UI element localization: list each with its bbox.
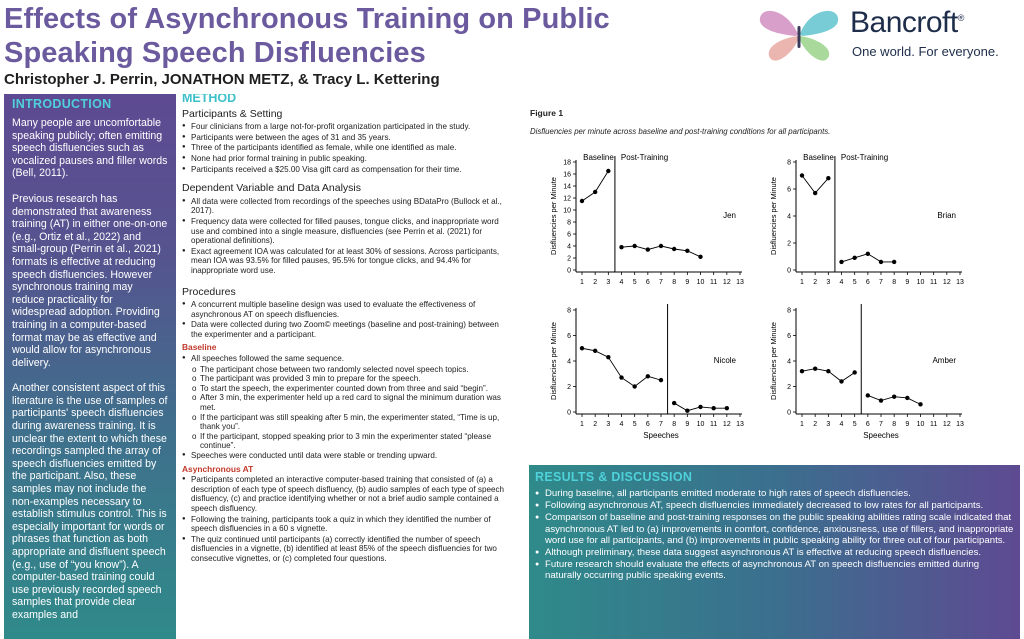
data-point [892, 260, 896, 264]
x-tick-label: 7 [659, 279, 663, 286]
sub-list-item: o After 3 min, the experimenter held up a red card to signal the minimum duration was met. [182, 393, 512, 412]
data-point [800, 369, 804, 373]
list-item: ● Participants received a $25.00 Visa gift card as compensation for their time. [182, 165, 512, 175]
y-tick-label: 0 [567, 409, 571, 417]
y-tick-label: 8 [787, 159, 791, 167]
y-tick-label: 4 [567, 243, 571, 251]
x-tick-label: 6 [645, 421, 650, 428]
y-tick-label: 18 [563, 159, 571, 167]
x-tick-label: 2 [593, 421, 598, 428]
list-item: ● Exact agreement IOA was calculated for at least 30% of sessions. Across participants, mean IOA was 93.5% for filled pauses, 95.5% for tongue clicks, and 94.4% for inappropriate word use. [182, 247, 512, 276]
y-tick-label: 2 [567, 255, 571, 263]
logo-wordmark [850, 6, 964, 40]
list-item: ● Although preliminary, these data suggest asynchronous AT is effective at reducing speech disfluencies. [535, 547, 1014, 558]
x-axis-label: Speeches [863, 431, 899, 440]
x-tick-label: 4 [839, 279, 844, 286]
x-tick-label: 13 [736, 279, 744, 286]
procedures-heading: Procedures [182, 285, 236, 298]
method-heading: METHOD [182, 94, 237, 105]
data-point [698, 255, 702, 259]
introduction-heading: INTRODUCTION [12, 97, 112, 111]
y-tick-label: 6 [787, 186, 791, 194]
data-point [632, 244, 636, 248]
y-tick-label: 0 [567, 267, 571, 275]
x-tick-label: 9 [905, 421, 910, 428]
y-tick-label: 14 [563, 183, 571, 191]
list-item: ● Participants completed an interactive computer-based training that consisted of (a) a description of each type of speech disfluency, (b) audio samples of each type of speech disfluency, (c) and practice identifying whether or not a brief audio sample contained a speech disfluency. [182, 475, 512, 513]
data-point [905, 396, 909, 400]
series-line [582, 348, 661, 386]
list-item: ● Frequency data were collected for filled pauses, tongue clicks, and inappropriate word use and combined into a single measure, disfluencies (see Perrin et al. (2021) for operational definitions). [182, 217, 512, 246]
list-item: ● All speeches followed the same sequence. [182, 354, 512, 364]
y-tick-label: 4 [567, 358, 571, 366]
procedures-list [182, 300, 512, 339]
list-item: ● All data were collected from recordings of the speeches using BDataPro (Bullock et al., 2017). [182, 197, 512, 216]
async-heading: Asynchronous AT [182, 463, 254, 474]
list-item: ● The quiz continued until participants (a) correctly identified the number of speech disfluencies in a vignette, (b) identified at least 85% of the speech disfluencies for two consecutive vignettes, or (c) completed four questions. [182, 535, 512, 564]
y-tick-label: 2 [787, 384, 791, 391]
data-point [685, 249, 689, 253]
x-tick-label: 4 [619, 421, 624, 428]
list-item: ● During baseline, all participants emitted moderate to high rates of speech disfluencies. [535, 488, 1014, 499]
list-item: ● Following asynchronous AT, speech disfluencies immediately decreased to low rates for all participants. [535, 500, 1014, 511]
x-tick-label: 12 [722, 421, 731, 428]
data-point [646, 247, 650, 251]
x-tick-label: 13 [736, 421, 744, 428]
data-point [813, 191, 817, 195]
y-axis-label: Disfluencies per Minute [769, 322, 778, 400]
y-tick-label: 8 [787, 307, 791, 315]
x-tick-label: 7 [879, 421, 883, 428]
results-panel [529, 465, 1020, 639]
title-line-2: Speaking Speech Disfluencies [4, 37, 426, 69]
x-tick-label: 4 [839, 421, 844, 428]
y-tick-label: 12 [563, 195, 571, 203]
x-tick-label: 10 [696, 421, 705, 428]
x-tick-label: 5 [852, 421, 857, 428]
x-axis-label: Speeches [643, 431, 679, 440]
data-point [646, 374, 650, 378]
x-tick-label: 5 [852, 279, 857, 286]
x-tick-label: 1 [580, 279, 584, 286]
list-item: ● Future research should evaluate the effects of asynchronous AT on speech disfluencies emitted during naturally occurring public speaking events. [535, 559, 1014, 581]
intro-paragraph-1: Many people are uncomfortable speaking publicly; often emitting speech disfluencies such as vocalized pauses and filler words (Bell, 2011). [12, 117, 168, 180]
y-tick-label: 2 [567, 384, 571, 391]
x-tick-label: 9 [685, 421, 690, 428]
butterfly-icon [756, 4, 842, 66]
y-tick-label: 4 [787, 358, 791, 366]
x-tick-label: 3 [606, 279, 611, 286]
intro-paragraph-3: Another consistent aspect of this literature is the use of samples of participants' speech disfluencies during awareness training. It is unclear the extent to which these recordings sampled the array of speech disfluencies emitted by the participant. Also, these samples may not include the non-examples necessary to establish stimulus control. This is especially important for words or phrases that function as both appropriate and disfluent speech (e.g., use of “you know”). A computer-based training could use previously recorded speech samples that provide clear examples and [12, 382, 168, 621]
data-point [725, 406, 729, 410]
data-point [685, 409, 689, 413]
phase-label-baseline: Baseline [583, 153, 614, 162]
intro-paragraph-2: Previous research has demonstrated that awareness training (AT) in either one-on-one (e.g., Ortiz et al., 2022) and small-group (Perrin et al., 2021) formats is effective at reducing speech disfluencies. However synchronous training may reduce practicality for widespread adoption. Providing training in a computer-based format may be as effective and would allow for asynchronous delivery. [12, 192, 168, 369]
list-item: ● Following the training, participants took a quiz in which they identified the number of speech disfluencies in a 60 s vignette. [182, 515, 512, 534]
participant-label: Jen [723, 211, 736, 221]
data-point [606, 169, 610, 173]
y-tick-label: 8 [567, 219, 571, 227]
data-point [593, 349, 597, 353]
async-list [182, 475, 512, 563]
x-tick-label: 9 [905, 279, 910, 286]
y-tick-label: 2 [787, 240, 791, 248]
x-tick-label: 8 [672, 279, 677, 286]
sub-list-item: o If the participant was still speaking after 5 min, the experimenter stated, “Time is up, thank you”. [182, 413, 512, 432]
list-item: ● None had prior formal training in public speaking. [182, 154, 512, 164]
data-point [839, 379, 843, 383]
x-tick-label: 12 [942, 421, 951, 428]
data-point [672, 401, 676, 405]
x-tick-label: 12 [942, 279, 951, 286]
y-tick-label: 16 [563, 171, 571, 179]
y-axis-label: Disfluencies per Minute [549, 322, 558, 400]
data-point [632, 384, 636, 388]
y-axis-label: Disfluencies per Minute [549, 177, 558, 255]
list-item: ● Participants were between the ages of 31 and 35 years. [182, 133, 512, 143]
sub-list-item: o The participant chose between two randomly selected novel speech topics. [182, 365, 512, 375]
bancroft-logo [756, 4, 1018, 66]
poster-title [4, 2, 724, 70]
x-tick-label: 2 [813, 279, 818, 286]
participants-heading: Participants & Setting [182, 107, 283, 120]
phase-label-baseline: Baseline [803, 153, 834, 162]
series-line [802, 176, 828, 194]
sub-list-item: o The participant was provided 3 min to prepare for the speech. [182, 374, 512, 384]
x-tick-label: 3 [606, 421, 611, 428]
x-tick-label: 12 [722, 279, 731, 286]
data-point [606, 355, 610, 359]
x-tick-label: 6 [865, 421, 870, 428]
dv-list [182, 197, 512, 276]
data-point [826, 176, 830, 180]
data-point [866, 393, 870, 397]
x-tick-label: 6 [645, 279, 650, 286]
list-item: ● Three of the participants identified as female, while one identified as male. [182, 143, 512, 153]
data-point [918, 402, 922, 406]
list-item: ● Speeches were conducted until data were stable or trending upward. [182, 451, 512, 461]
data-point [698, 405, 702, 409]
baseline-list [182, 354, 512, 461]
data-point [659, 244, 663, 248]
x-tick-label: 8 [892, 421, 897, 428]
title-line-1: Effects of Asynchronous Training on Public [4, 3, 610, 35]
logo-name-text: Bancroft [850, 6, 958, 39]
data-point [852, 256, 856, 260]
data-point [839, 260, 843, 264]
x-tick-label: 3 [826, 421, 831, 428]
phase-label-post-training: Post-Training [620, 153, 669, 162]
author-list: Christopher J. Perrin, JONATHON METZ, & Tracy L. Kettering [4, 71, 440, 88]
data-point [711, 406, 715, 410]
x-tick-label: 1 [580, 421, 584, 428]
x-tick-label: 1 [800, 279, 804, 286]
data-point [659, 378, 663, 382]
y-tick-label: 10 [563, 207, 571, 215]
x-tick-label: 13 [956, 279, 964, 286]
participants-list [182, 122, 512, 174]
x-tick-label: 4 [619, 279, 624, 286]
y-tick-label: 6 [567, 333, 571, 340]
list-item: ● Comparison of baseline and post-training responses on the public speaking abilities rating scale indicated that asynchronous AT led to (a) improvements in comfort, confidence, anxiousness, use of fillers, and inappropriate word use for all participants, and (b) improvements in public speaking ability for three out of four participants. [535, 512, 1014, 546]
x-tick-label: 10 [916, 279, 925, 286]
list-item: ● A concurrent multiple baseline design was used to evaluate the effectiveness of asynchronous AT on speech disfluencies. [182, 300, 512, 319]
x-tick-label: 5 [632, 421, 637, 428]
data-point [619, 375, 623, 379]
y-axis-label: Disfluencies per Minute [769, 177, 778, 255]
data-point [580, 199, 584, 203]
x-tick-label: 13 [956, 421, 964, 428]
x-tick-label: 11 [710, 421, 718, 428]
phase-label-post-training: Post-Training [840, 153, 889, 162]
data-point [879, 398, 883, 402]
x-tick-label: 1 [800, 421, 804, 428]
method-section [182, 94, 512, 639]
participant-label: Brian [937, 211, 956, 221]
sub-list-item: o If the participant, stopped speaking prior to 3 min the experimenter stated “please continue”. [182, 432, 512, 451]
y-tick-label: 6 [567, 231, 571, 239]
x-tick-label: 2 [593, 279, 598, 286]
figure-caption: Disfluencies per minute across baseline and post-training conditions for all participants. [530, 127, 831, 136]
y-tick-label: 4 [787, 213, 791, 221]
participant-label: Nicole [713, 356, 736, 366]
data-point [813, 366, 817, 370]
data-point [879, 260, 883, 264]
y-tick-label: 6 [787, 333, 791, 340]
x-tick-label: 11 [710, 279, 718, 286]
data-point [593, 190, 597, 194]
x-tick-label: 6 [865, 279, 870, 286]
registered-mark: ® [957, 13, 964, 23]
list-item: ● Data were collected during two Zoom© meetings (baseline and post-training) between the experimenter and a participant. [182, 320, 512, 339]
data-point [580, 346, 584, 350]
data-point [892, 395, 896, 399]
x-tick-label: 10 [696, 279, 705, 286]
x-tick-label: 7 [879, 279, 883, 286]
figure-label: Figure 1 [530, 108, 564, 118]
y-tick-label: 0 [787, 267, 791, 275]
x-tick-label: 8 [672, 421, 677, 428]
list-item: ● Four clinicians from a large not-for-profit organization participated in the study. [182, 122, 512, 132]
x-tick-label: 3 [826, 279, 831, 286]
results-list [535, 488, 1014, 582]
data-point [672, 247, 676, 251]
x-tick-label: 5 [632, 279, 637, 286]
x-tick-label: 9 [685, 279, 690, 286]
x-tick-label: 8 [892, 279, 897, 286]
data-point [852, 370, 856, 374]
x-tick-label: 11 [930, 279, 938, 286]
series-line [582, 171, 608, 201]
sub-list-item: o To start the speech, the experimenter counted down from three and said “begin”. [182, 384, 512, 394]
x-tick-label: 10 [916, 421, 925, 428]
baseline-heading: Baseline [182, 342, 217, 353]
data-point [866, 252, 870, 256]
x-tick-label: 7 [659, 421, 663, 428]
multiple-baseline-figure [530, 142, 1020, 454]
data-point [619, 245, 623, 249]
data-point [826, 369, 830, 373]
participant-label: Amber [932, 356, 956, 366]
data-point [800, 173, 804, 177]
x-tick-label: 2 [813, 421, 818, 428]
x-tick-label: 11 [930, 421, 938, 428]
y-tick-label: 0 [787, 409, 791, 417]
y-tick-label: 8 [567, 307, 571, 315]
introduction-panel [4, 94, 176, 639]
results-heading: RESULTS & DISCUSSION [535, 470, 693, 484]
dv-heading: Dependent Variable and Data Analysis [182, 182, 362, 195]
logo-tagline: One world. For everyone. [852, 44, 999, 59]
